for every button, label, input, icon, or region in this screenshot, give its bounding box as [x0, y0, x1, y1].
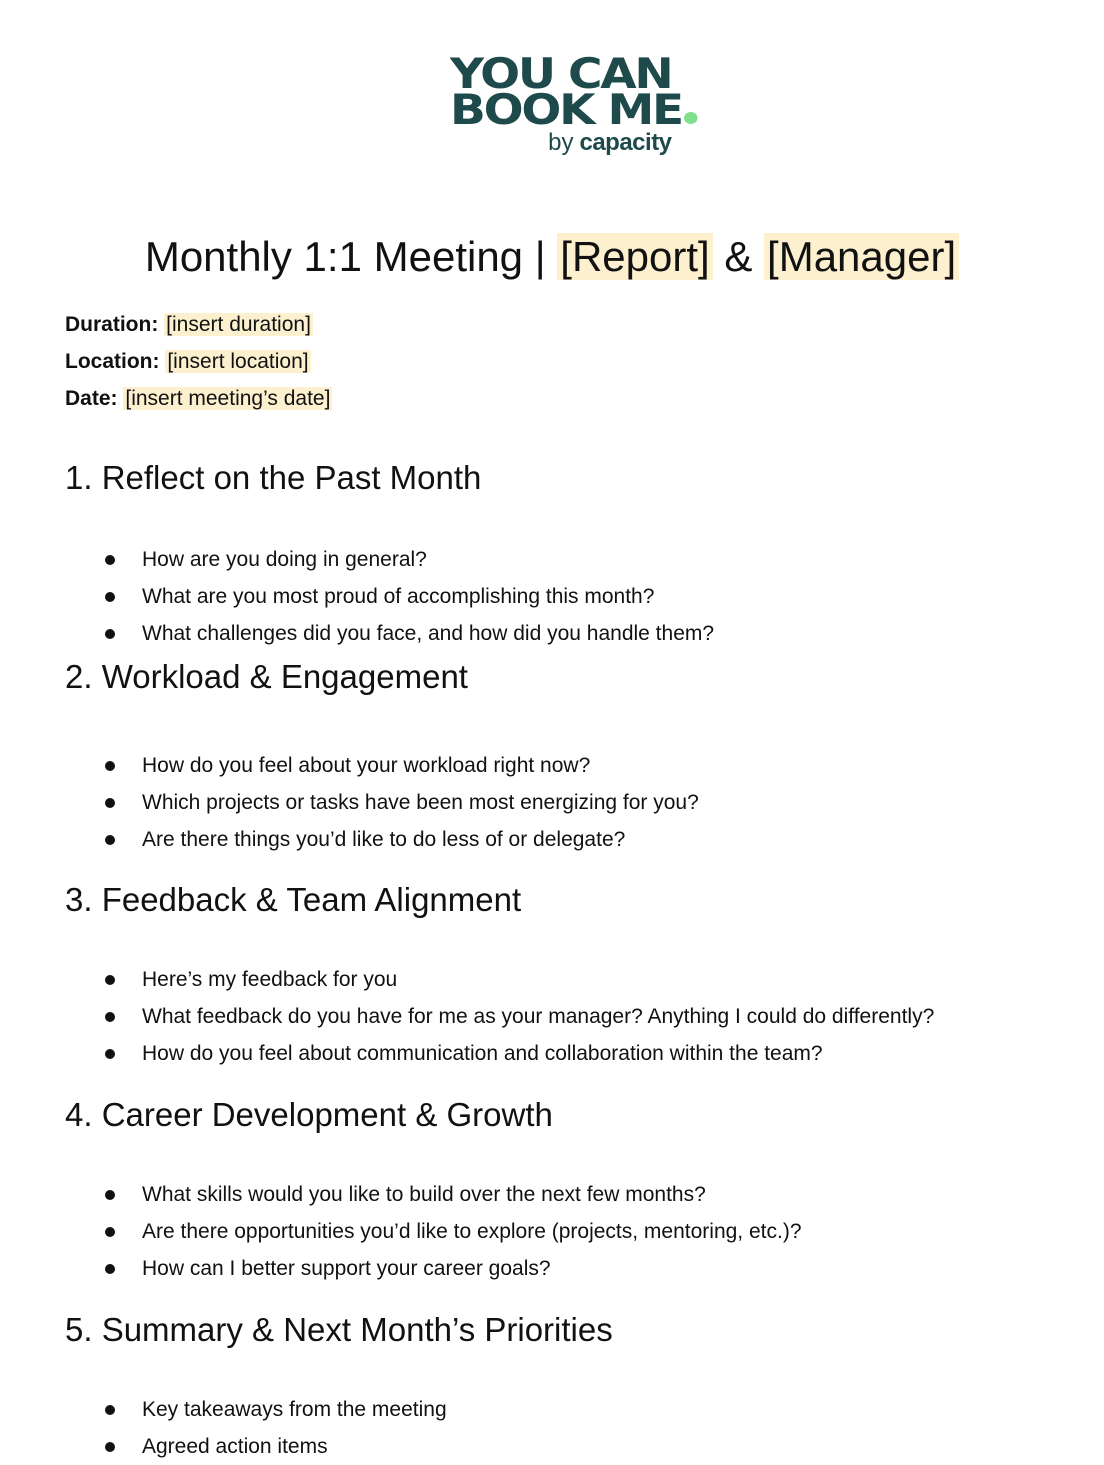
section-heading: 4. Career Development & Growth — [65, 1096, 553, 1133]
logo-line-1: YOU CAN — [450, 49, 673, 98]
title-report-placeholder: [Report] — [557, 233, 712, 280]
date-value: [insert meeting’s date] — [125, 387, 331, 410]
list-item — [65, 1035, 1065, 1072]
list-item — [65, 1428, 1065, 1465]
list-item — [65, 961, 1065, 998]
section-reflect — [65, 457, 1065, 652]
location-row — [65, 343, 332, 380]
list-item-text: Are there things you’d like to do less of or delegate? — [142, 828, 626, 851]
bullet-icon — [105, 798, 115, 808]
question-list — [65, 541, 1065, 652]
bullet-icon — [105, 1264, 115, 1274]
list-item-text: Which projects or tasks have been most energizing for you? — [142, 791, 699, 814]
meeting-details — [65, 306, 332, 417]
list-item — [65, 1391, 1065, 1428]
page-title — [0, 228, 1104, 286]
title-manager-placeholder: [Manager] — [764, 233, 959, 280]
section-summary — [65, 1309, 1065, 1465]
list-item — [65, 1250, 1065, 1287]
question-list — [65, 747, 1065, 858]
list-item-text: Here’s my feedback for you — [142, 968, 398, 991]
date-label: Date: — [65, 387, 118, 410]
list-item-text: What feedback do you have for me as your manager? Anything I could do differently? — [142, 1005, 935, 1028]
section-heading: 5. Summary & Next Month’s Priorities — [65, 1311, 613, 1348]
list-item-text: How do you feel about communication and collaboration within the team? — [142, 1042, 823, 1065]
list-item-text: What challenges did you face, and how did you handle them? — [142, 622, 715, 645]
question-list — [65, 1176, 1065, 1287]
list-item-text: Agreed action items — [142, 1435, 328, 1458]
logo — [0, 49, 1104, 156]
bullet-icon — [105, 1012, 115, 1022]
list-item — [65, 998, 1065, 1035]
location-value: [insert location] — [167, 350, 309, 373]
bullet-icon — [105, 1442, 115, 1452]
title-amp: & — [712, 233, 765, 280]
section-heading: 1. Reflect on the Past Month — [65, 459, 482, 496]
duration-value: [insert duration] — [166, 313, 311, 336]
question-list — [65, 961, 1065, 1072]
list-item — [65, 1213, 1065, 1250]
list-item-text: What are you most proud of accomplishing this month? — [142, 585, 655, 608]
title-prefix: Monthly 1:1 Meeting | — [144, 233, 558, 280]
list-item-text: How do you feel about your workload right now? — [142, 754, 591, 777]
list-item-text: How are you doing in general? — [142, 548, 427, 571]
list-item-text: Are there opportunities you’d like to explore (projects, mentoring, etc.)? — [142, 1220, 802, 1243]
list-item — [65, 615, 1065, 652]
list-item-text: How can I better support your career goals? — [142, 1257, 551, 1280]
logo-brand: capacity — [579, 129, 672, 156]
logo-dot-icon — [685, 112, 698, 124]
logo-by: by — [548, 129, 574, 156]
bullet-icon — [105, 1049, 115, 1059]
logo-mark — [450, 49, 683, 156]
duration-row — [65, 306, 332, 343]
bullet-icon — [105, 975, 115, 985]
logo-byline — [450, 130, 671, 156]
bullet-icon — [105, 1190, 115, 1200]
logo-line-2-text: BOOK ME — [450, 85, 683, 134]
logo-line-2 — [450, 85, 698, 134]
list-item — [65, 578, 1065, 615]
duration-label: Duration: — [65, 313, 159, 336]
bullet-icon — [105, 1405, 115, 1415]
list-item — [65, 784, 1065, 821]
bullet-icon — [105, 761, 115, 771]
list-item — [65, 541, 1065, 578]
bullet-icon — [105, 592, 115, 602]
bullet-icon — [105, 835, 115, 845]
list-item — [65, 747, 1065, 784]
question-list — [65, 1391, 1065, 1465]
bullet-icon — [105, 629, 115, 639]
section-career — [65, 1094, 1065, 1287]
list-item-text: Key takeaways from the meeting — [142, 1398, 447, 1421]
section-workload — [65, 656, 1065, 858]
list-item — [65, 821, 1065, 858]
section-heading: 3. Feedback & Team Alignment — [65, 881, 522, 918]
section-feedback — [65, 879, 1065, 1072]
list-item-text: What skills would you like to build over the next few months? — [142, 1183, 706, 1206]
location-label: Location: — [65, 350, 160, 373]
date-row — [65, 380, 332, 417]
list-item — [65, 1176, 1065, 1213]
section-heading: 2. Workload & Engagement — [65, 658, 468, 695]
bullet-icon — [105, 555, 115, 565]
bullet-icon — [105, 1227, 115, 1237]
